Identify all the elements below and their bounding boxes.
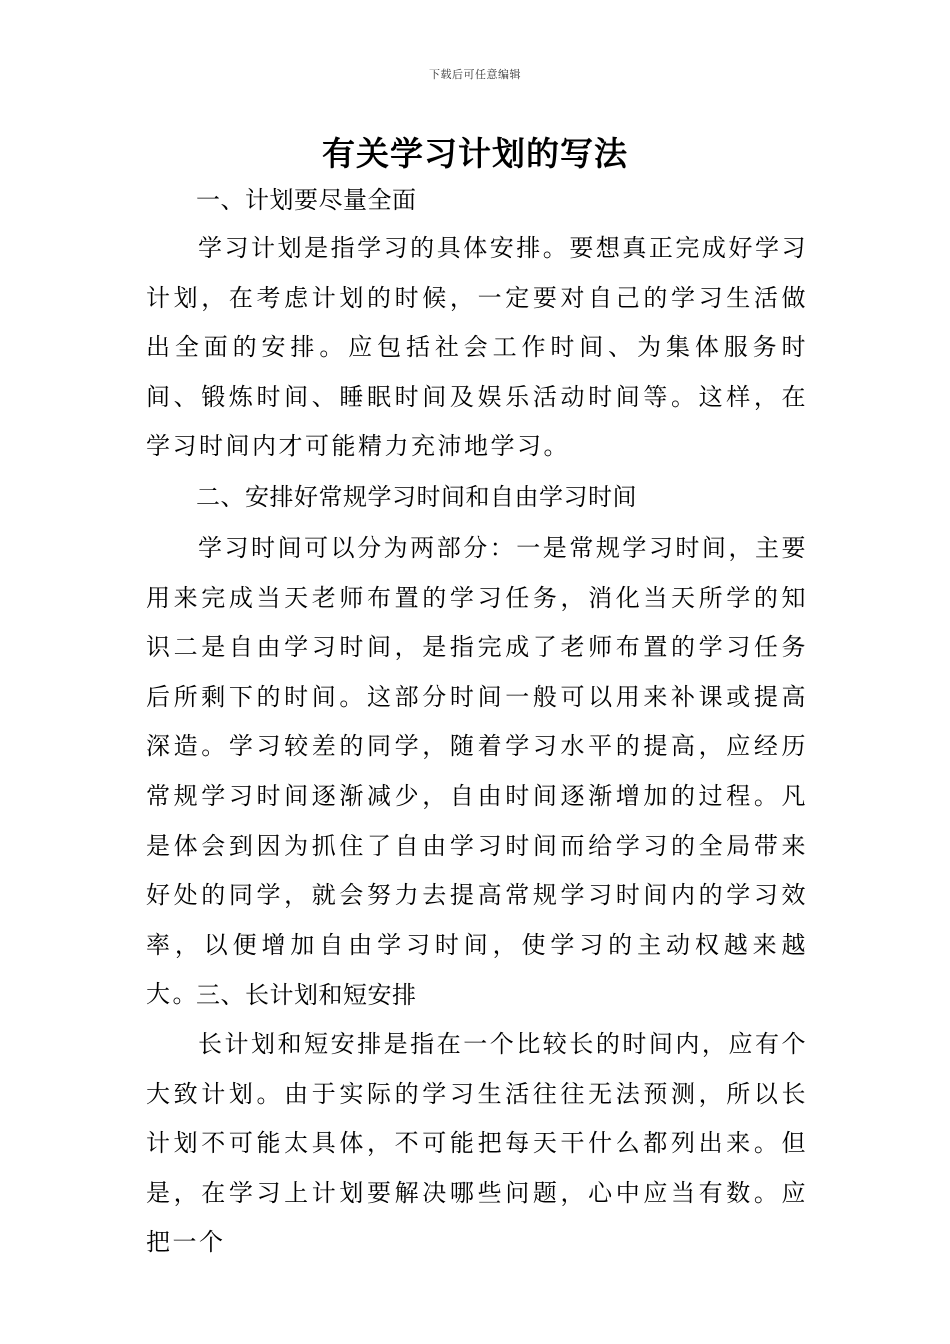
header-note: 下载后可任意编辑 bbox=[429, 68, 521, 81]
document-title: 有关学习计划的写法 bbox=[322, 134, 628, 173]
section-paragraph-3: 长计划和短安排是指在一个比较长的时间内，应有个大致计划。由于实际的学习生活往往无法预测，所以长计划不可能太具体，不可能把每天干什么都列出来。但是，在学习上计划要解决哪些问题，心中应当有数。应把一个 bbox=[146, 1030, 808, 1257]
section-heading-3: 三、长计划和短安排 bbox=[196, 981, 417, 1009]
section-paragraph-1: 学习计划是指学习的具体安排。要想真正完成好学习计划，在考虑计划的时候，一定要对自己的学习生活做出全面的安排。应包括社会工作时间、为集体服务时间、锻炼时间、睡眠时间及娱乐活动时间等。这样，在学习时间内才可能精力充沛地学习。 bbox=[146, 234, 808, 461]
section-heading-1: 一、计划要尽量全面 bbox=[196, 186, 417, 214]
section-paragraph-2: 学习时间可以分为两部分：一是常规学习时间，主要用来完成当天老师布置的学习任务，消化当天所学的知识二是自由学习时间，是指完成了老师布置的学习任务后所剩下的时间。这部分时间一般可以用来补课或提高深造。学习较差的同学，随着学习水平的提高，应经历常规学习时间逐渐减少，自由时间逐渐增加的过程。凡是体会到因为抓住了自由学习时间而给学习的全局带来好处的同学，就会努力去提高常规学习时间内的学习效率，以便增加自由学习时间，使学习的主动权越来越大。 bbox=[146, 534, 808, 1009]
section-heading-2: 二、安排好常规学习时间和自由学习时间 bbox=[196, 483, 637, 511]
